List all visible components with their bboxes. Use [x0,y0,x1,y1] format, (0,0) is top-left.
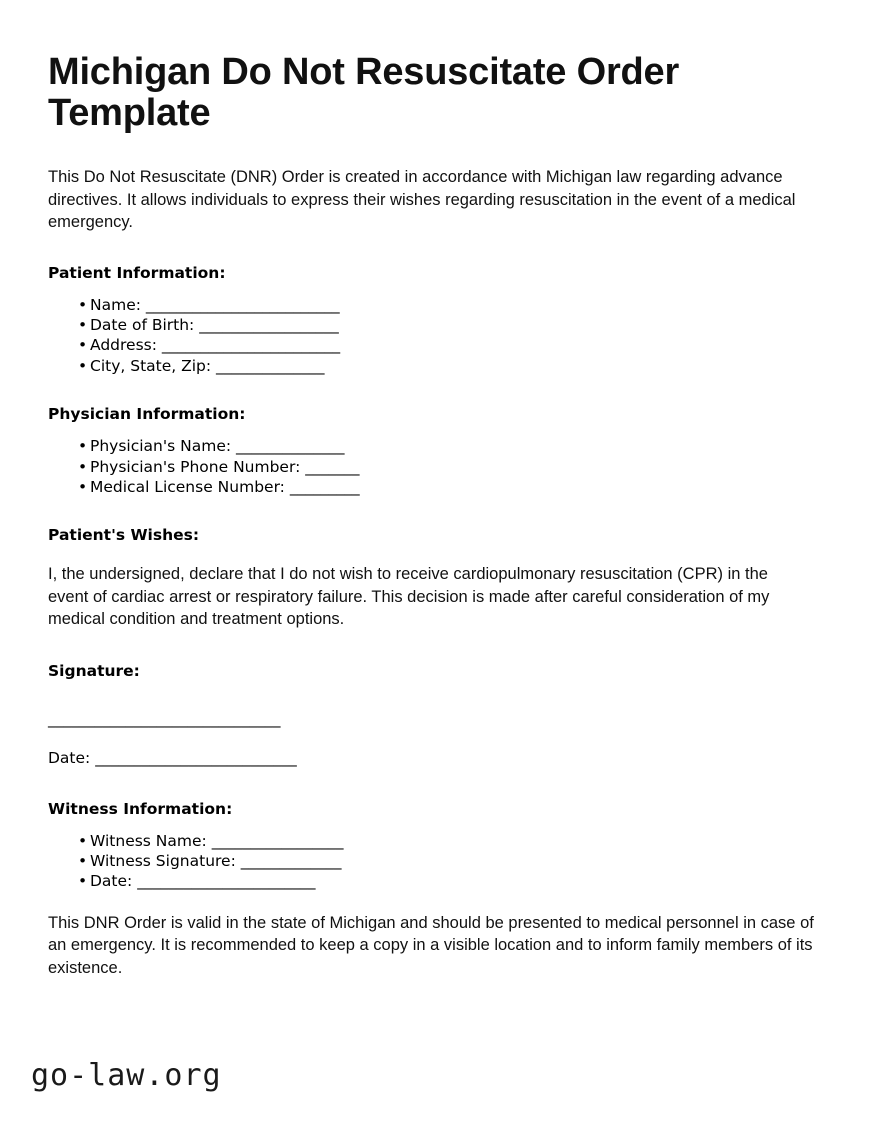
intro-paragraph: This Do Not Resuscitate (DNR) Order is created in accordance with Michigan law regarding advance directives. It allows individuals to express their wishes regarding resuscitation in the event of a medical emergency. [48,168,796,231]
document-body [48,52,823,979]
list-item [48,477,823,497]
patient-wishes-statement: I, the undersigned, declare that I do not wish to receive cardiopulmonary resuscitation (CPR) in the event of cardiac arrest or respiratory failure. This decision is made after careful consideration of my medical condition and treatment options. [48,565,770,629]
field-blank-rule[interactable]: _______________________ [161,336,341,355]
field-blank-rule[interactable]: _____________ [240,852,342,871]
field-label: Date of Birth: [90,315,195,334]
witness-information-list [48,831,823,892]
field-label: Physician's Name: [90,437,232,456]
physician-information-list [48,436,823,497]
field-blank-rule[interactable]: _________ [289,477,360,496]
patient-wishes-heading: Patient's Wishes: [48,526,200,545]
patient-information-list [48,295,823,377]
list-item [48,315,823,335]
field-label: Witness Signature: [90,852,236,871]
page-title: Michigan Do Not Resuscitate Order Template [48,51,680,134]
field-blank-rule[interactable]: ______________ [216,356,325,375]
list-item [48,457,823,477]
site-watermark: go-law.org [31,1058,222,1093]
field-blank-rule[interactable]: _______________________ [137,872,316,891]
list-item [48,851,823,871]
signature-heading: Signature: [48,661,140,680]
field-blank-rule[interactable]: _________________________ [145,295,340,314]
field-blank-rule[interactable]: ______________ [236,437,345,456]
field-label: Date: [90,872,133,891]
list-item [48,295,823,315]
field-label: Address: [90,336,157,355]
closing-paragraph: This DNR Order is valid in the state of Michigan and should be presented to medical personnel in case of an emergency. It is recommended to keep a copy in a visible location and to inform family members of its existence. [48,913,814,977]
field-label: Physician's Phone Number: [90,457,301,476]
field-blank-rule[interactable]: _________________ [211,831,344,850]
field-label: Medical License Number: [90,477,285,496]
field-label: Witness Name: [90,831,207,850]
list-item [48,356,823,376]
physician-information-heading: Physician Information: [48,405,246,424]
field-blank-rule[interactable]: _______ [305,457,360,476]
signature-date-row [48,748,823,768]
patient-information-heading: Patient Information: [48,263,226,282]
list-item [48,871,823,891]
field-label: City, State, Zip: [90,356,212,375]
list-item [48,436,823,456]
signature-blank-rule[interactable]: ______________________________ [48,709,281,728]
signature-date-label: Date: [48,749,91,768]
list-item [48,831,823,851]
list-item [48,335,823,355]
field-blank-rule[interactable]: __________________ [199,315,339,334]
signature-date-blank-rule[interactable]: __________________________ [95,749,297,768]
witness-information-heading: Witness Information: [48,799,233,818]
field-label: Name: [90,295,141,314]
